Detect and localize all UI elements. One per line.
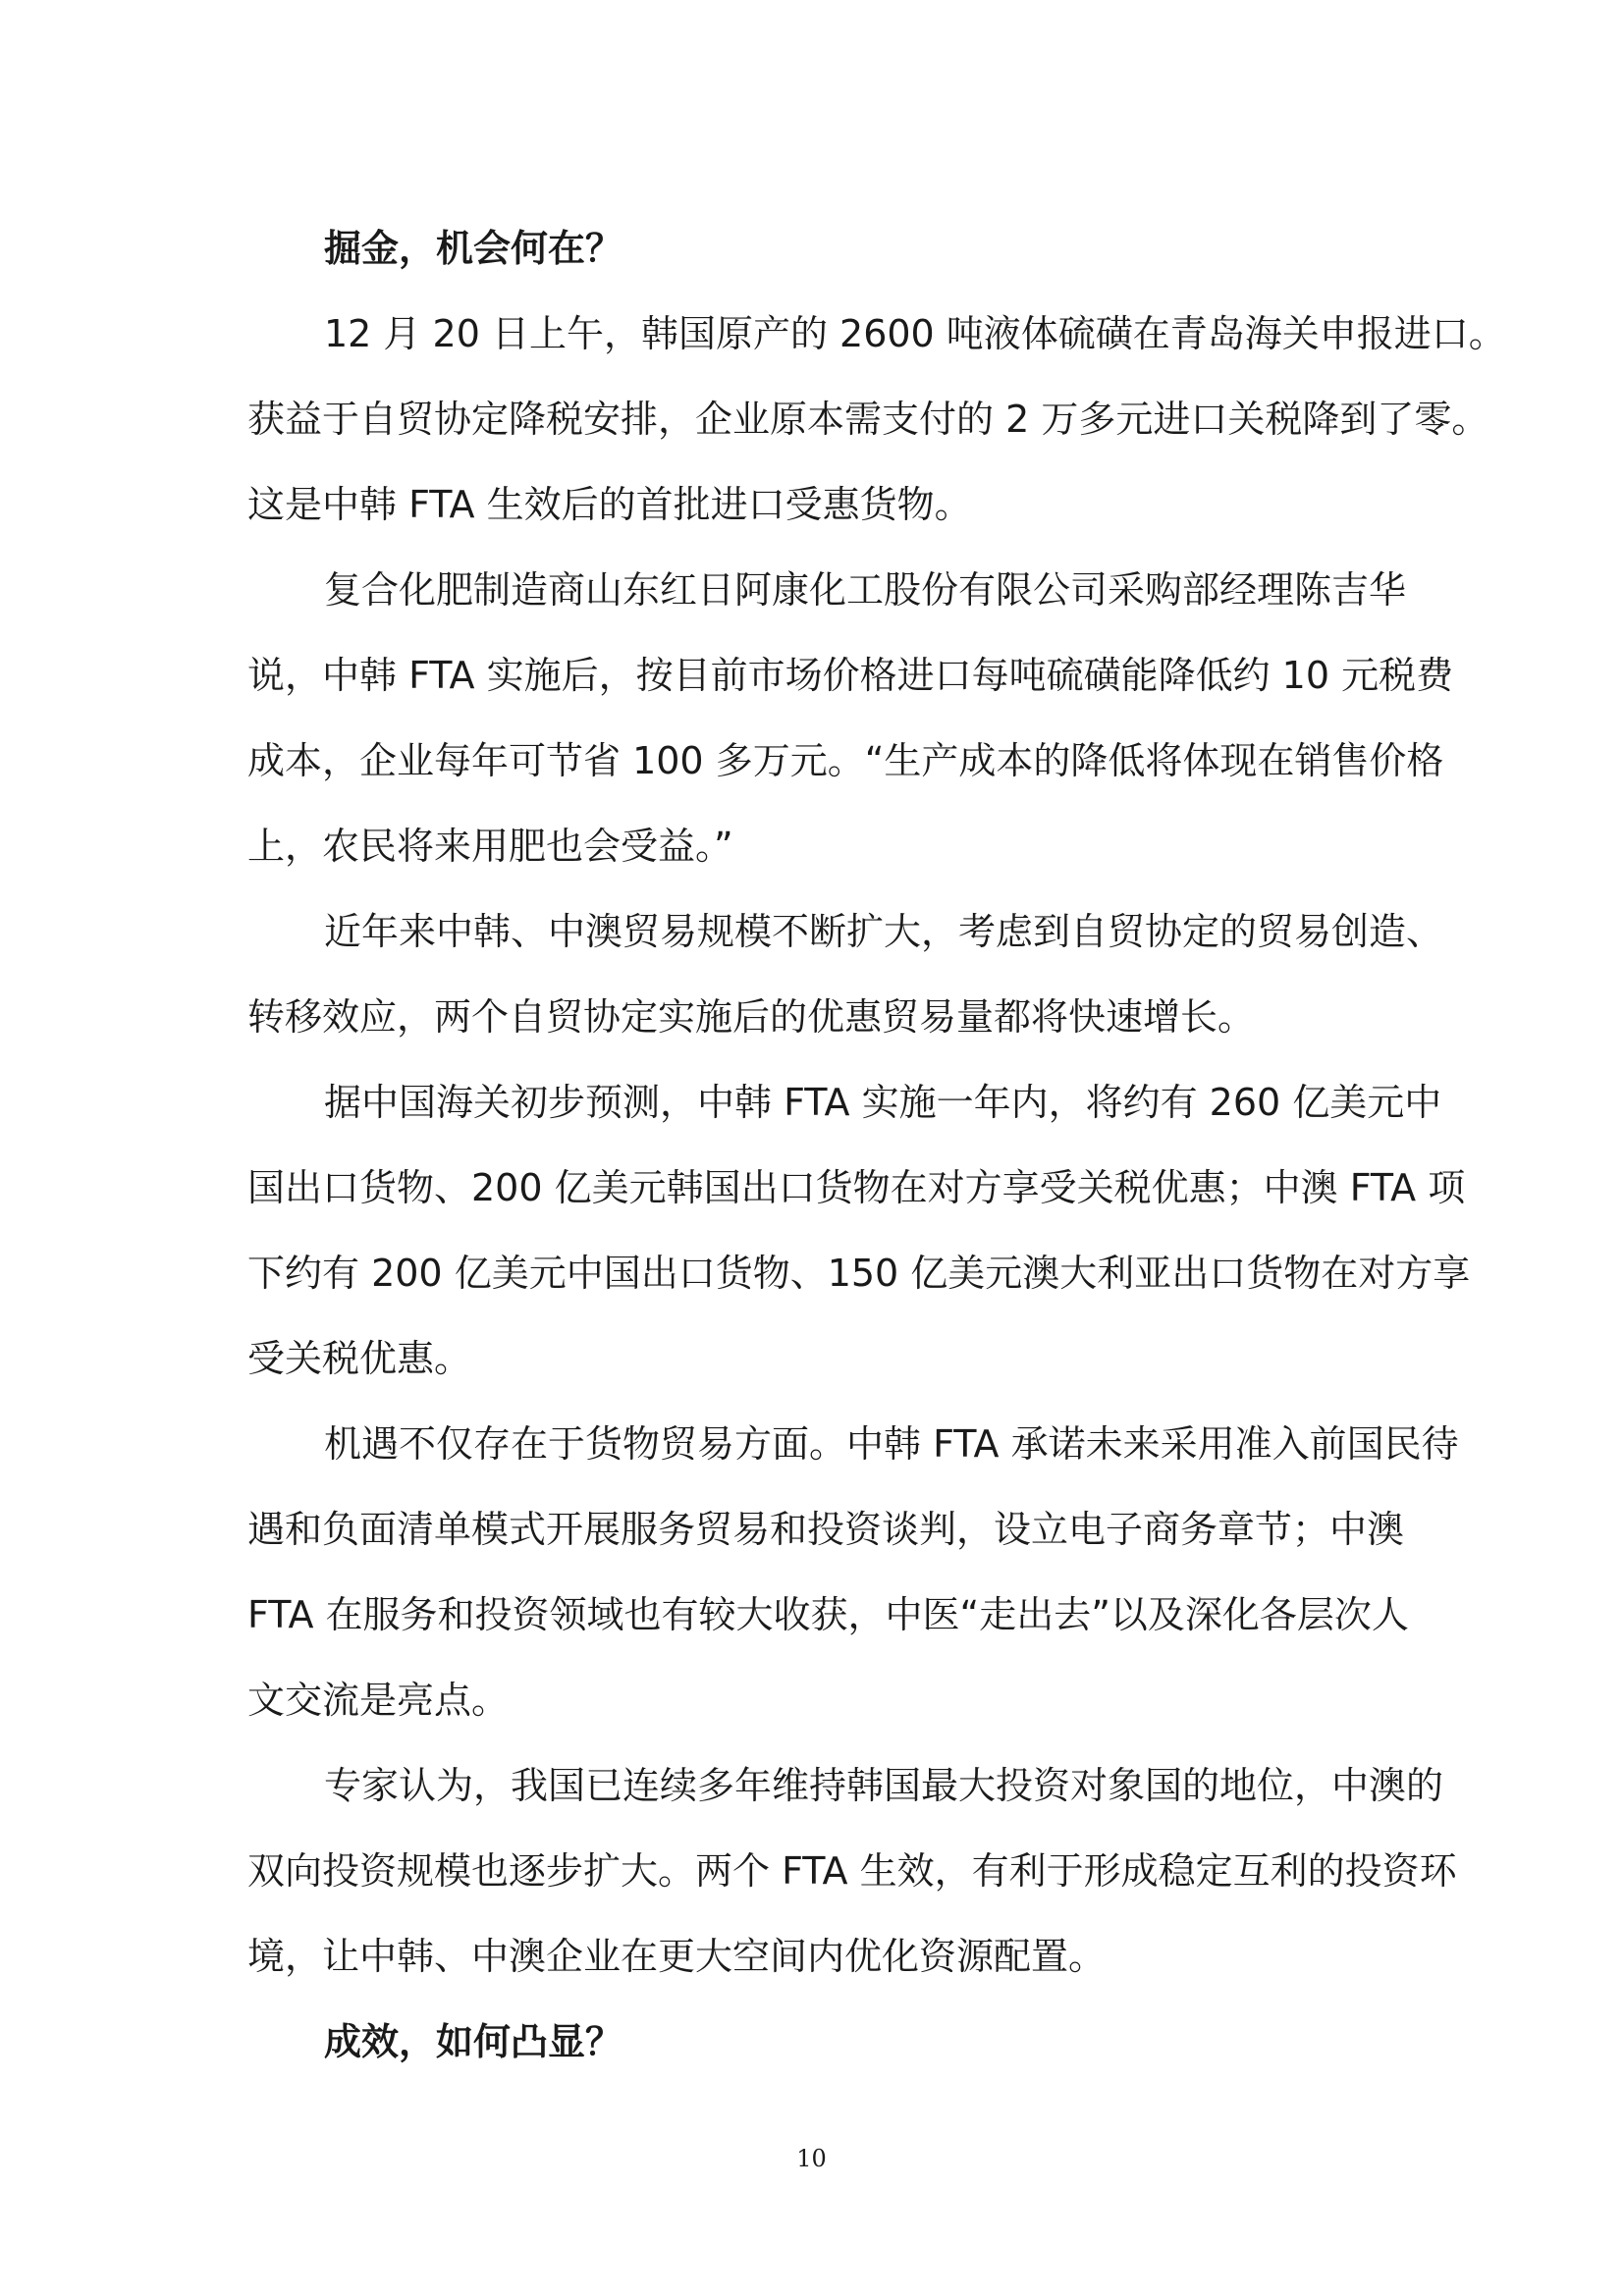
paragraph-line: 说，中韩 FTA 实施后，按目前市场价格进口每吨硫磺能降低约 10 元税费 [247, 654, 1454, 697]
paragraph-line: 机遇不仅存在于货物贸易方面。中韩 FTA 承诺未来采用准入前国民待 [324, 1422, 1459, 1466]
paragraph-line: 复合化肥制造商山东红日阿康化工股份有限公司采购部经理陈吉华 [324, 568, 1407, 612]
page-number: 10 [796, 2145, 827, 2172]
paragraph-line: 国出口货物、200 亿美元韩国出口货物在对方享受关税优惠；中澳 FTA 项 [247, 1166, 1466, 1209]
paragraph-line: 近年来中韩、中澳贸易规模不断扩大，考虑到自贸协定的贸易创造、 [324, 910, 1444, 953]
paragraph-line: 境，让中韩、中澳企业在更大空间内优化资源配置。 [247, 1935, 1107, 1978]
paragraph-line: 获益于自贸协定降税安排，企业原本需支付的 2 万多元进口关税降到了零。 [247, 398, 1489, 441]
paragraph-line: 成本，企业每年可节省 100 多万元。“生产成本的降低将体现在销售价格 [247, 739, 1444, 782]
paragraph-line: 12 月 20 日上午，韩国原产的 2600 吨液体硫磺在青岛海关申报进口。 [324, 312, 1506, 355]
paragraph-line: 上，农民将来用肥也会受益。” [247, 825, 733, 868]
paragraph-line: 专家认为，我国已连续多年维持韩国最大投资对象国的地位，中澳的 [324, 1764, 1444, 1807]
paragraph-line: 这是中韩 FTA 生效后的首批进口受惠货物。 [247, 483, 972, 526]
paragraph-line: 受关税优惠。 [247, 1337, 472, 1380]
paragraph [247, 292, 1506, 548]
paragraph-line: 转移效应，两个自贸协定实施后的优惠贸易量都将快速增长。 [247, 995, 1256, 1039]
section-heading: 成效，如何凸显？ [324, 2020, 623, 2063]
paragraph-line: 遇和负面清单模式开展服务贸易和投资谈判，设立电子商务章节；中澳 [247, 1508, 1405, 1551]
paragraph-line: 下约有 200 亿美元中国出口货物、150 亿美元澳大利亚出口货物在对方享 [247, 1252, 1471, 1295]
paragraph [247, 548, 1454, 889]
paragraph-line: 据中国海关初步预测，中韩 FTA 实施一年内，将约有 260 亿美元中 [324, 1081, 1442, 1124]
paragraph [247, 1402, 1459, 1743]
paragraph-line: 文交流是亮点。 [247, 1679, 510, 1722]
document-body [247, 206, 1506, 2085]
paragraph [247, 1060, 1471, 1402]
paragraph-line: FTA 在服务和投资领域也有较大收获，中医“走出去”以及深化各层次人 [247, 1593, 1409, 1636]
paragraph [247, 889, 1444, 1060]
paragraph-line: 双向投资规模也逐步扩大。两个 FTA 生效，有利于形成稳定互利的投资环 [247, 1849, 1457, 1893]
section-heading: 掘金，机会何在？ [324, 227, 623, 270]
paragraph [247, 1743, 1457, 2000]
